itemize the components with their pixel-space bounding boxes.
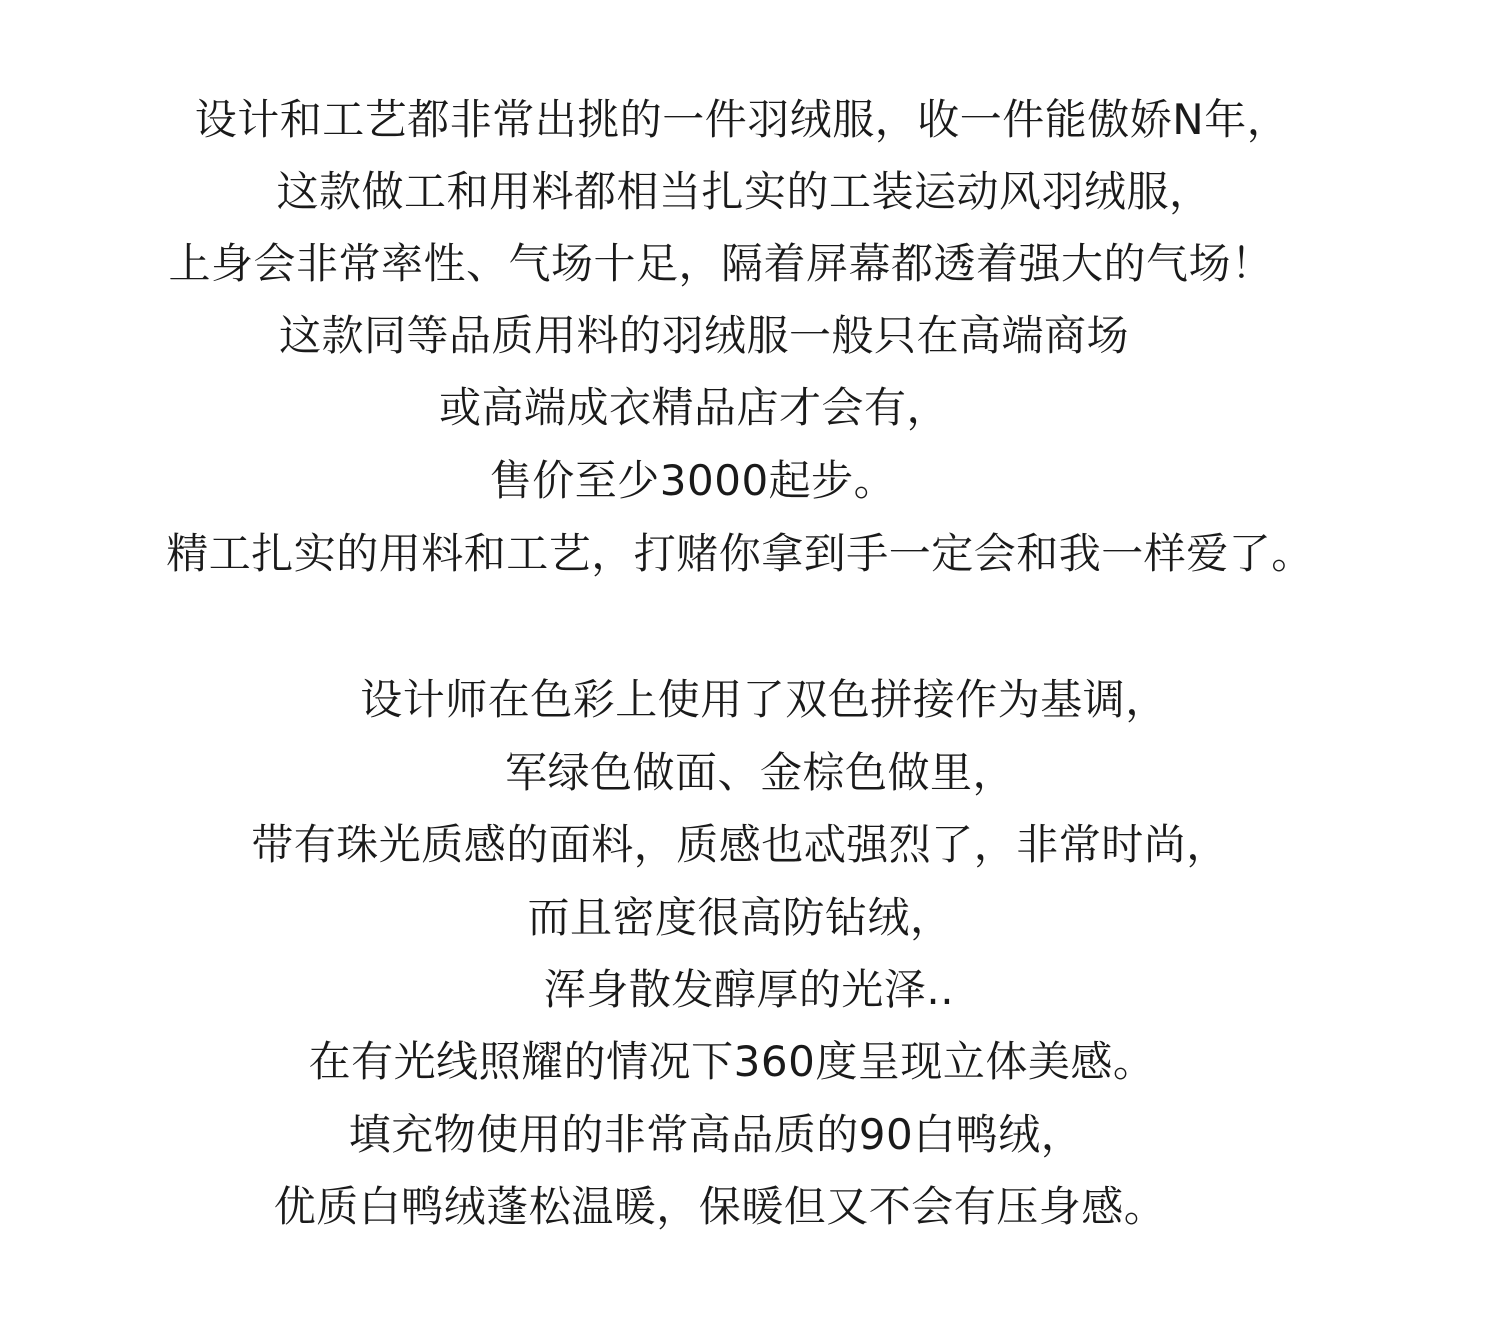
text-line: 上身会非常率性、气场十足，隔着屏幕都透着强大的气场！	[168, 239, 1274, 288]
text-line: 精工扎实的用料和工艺，打赌你拿到手一定会和我一样爱了。	[166, 529, 1314, 578]
text-line: 带有珠光质感的面料，质感也忒强烈了，非常时尚，	[251, 820, 1229, 869]
text-line: 售价至少3000起步。	[489, 456, 897, 505]
text-line: 这款同等品质用料的羽绒服一般只在高端商场	[278, 311, 1129, 360]
text-line: 这款做工和用料都相当扎实的工装运动风羽绒服，	[276, 167, 1212, 216]
text-line: 设计师在色彩上使用了双色拼接作为基调，	[360, 675, 1168, 724]
text-line: 优质白鸭绒蓬松温暖，保暖但又不会有压身感。	[273, 1182, 1167, 1231]
text-line: 设计和工艺都非常出挑的一件羽绒服，收一件能傲娇N年，	[194, 95, 1290, 144]
text-line: 在有光线照耀的情况下360度呈现立体美感。	[308, 1037, 1156, 1086]
text-line: 浑身散发醇厚的光泽..	[543, 965, 955, 1014]
text-line: 军绿色做面、金棕色做里，	[504, 748, 1015, 797]
text-line: 或高端成衣精品店才会有，	[438, 383, 949, 432]
text-line: 而且密度很高防钻绒，	[527, 893, 953, 942]
text-line: 填充物使用的非常高品质的90白鸭绒，	[348, 1110, 1084, 1159]
